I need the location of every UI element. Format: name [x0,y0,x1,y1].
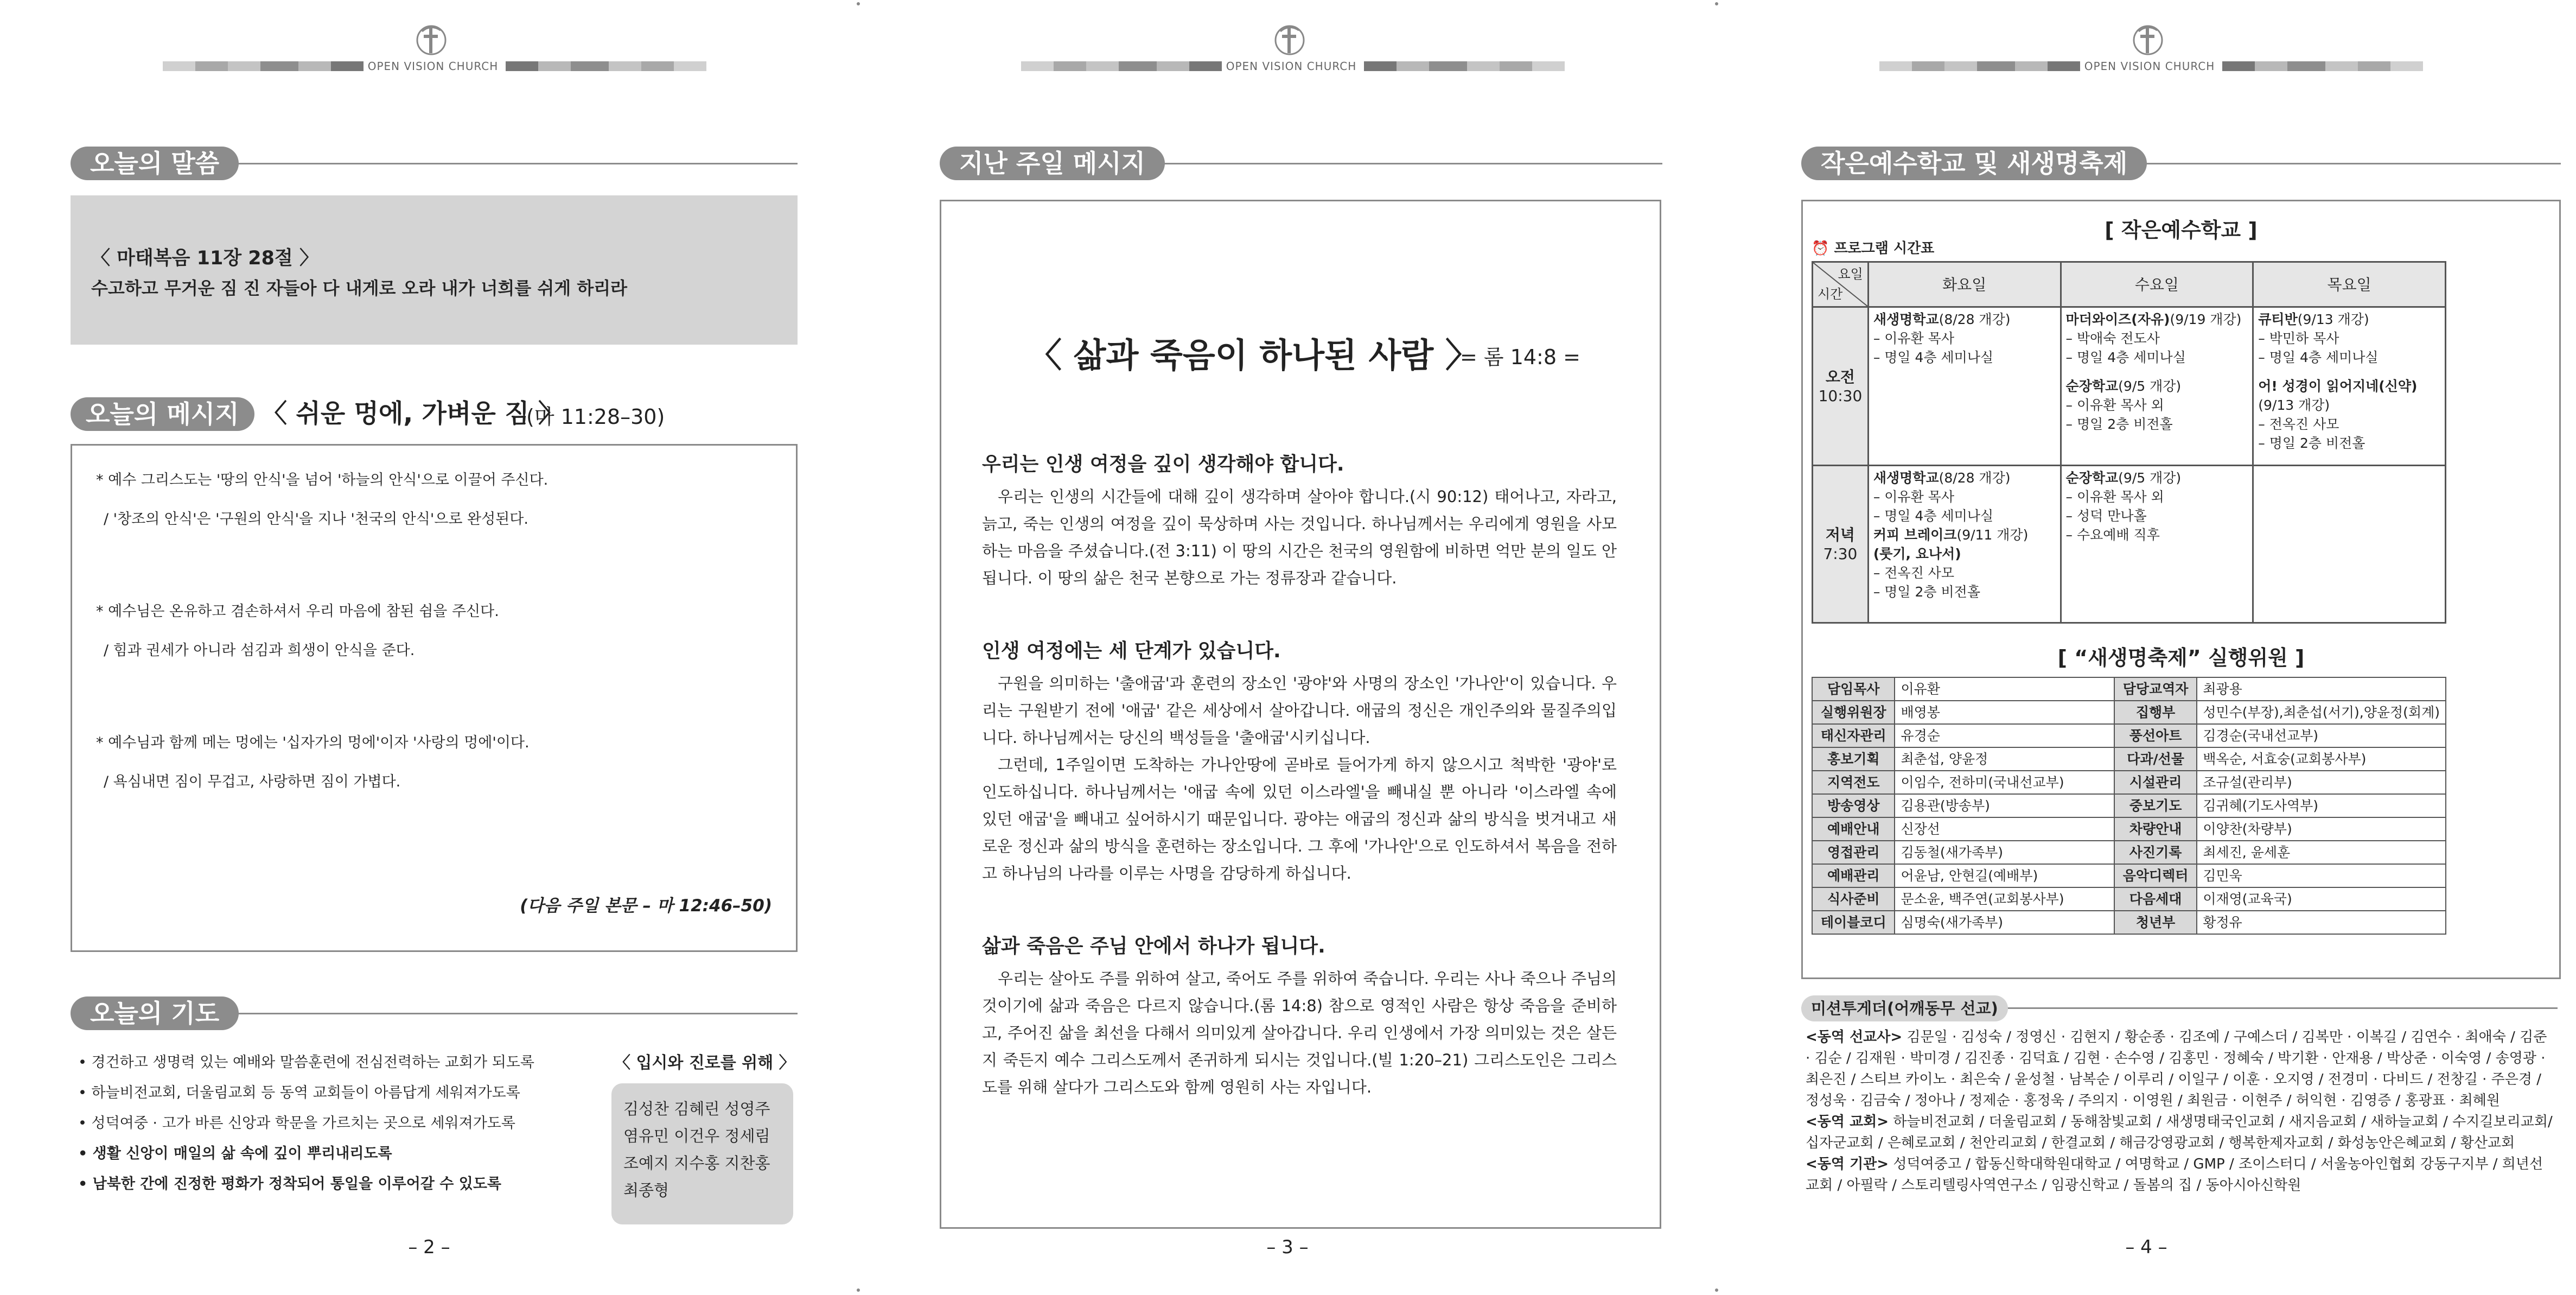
sermon-reference: = 롬 14:8 = [1460,345,1580,369]
mission-header [1801,995,2558,1021]
schedule-cell: 마더와이즈(자유)(9/19 개강) – 박애숙 전도사 – 명일 4층 세미나실 순장학교(9/5 개강) – 이유환 목사 외 – 명일 2층 비전홀 [2061,307,2253,466]
message-reference: (마 11:28–30) [526,405,665,429]
staff-table [1812,677,2446,935]
staff-role: 홍보기획 [1812,747,1895,771]
section-title: 작은예수학교 및 새생명축제 [1801,147,2147,180]
header-bar-left [1879,61,2080,71]
page-4 [1717,0,2576,1295]
page-2 [0,0,858,1295]
staff-row [1812,771,2446,794]
staff-role: 사진기록 [2114,841,2197,864]
header-bar-right [2222,61,2423,71]
section-header-school [1801,147,2561,180]
mission-list [1806,1027,2554,1196]
staff-row [1812,794,2446,817]
staff-name: 최춘섭, 양윤정 [1895,747,2114,771]
staff-role: 예배관리 [1812,864,1895,887]
clock-icon: ⏰ [1812,240,1829,257]
staff-role: 담당교역자 [2114,677,2197,701]
staff-role: 실행위원장 [1812,701,1895,724]
staff-name: 배영봉 [1895,701,2114,724]
mission-group-label: <동역 교회> [1806,1114,1889,1130]
festival-title: [ “새생명축제” 실행위원 ] [2057,646,2305,670]
slot-time: 10:30 [1818,386,1863,405]
exam-names-line: 염유민 이건우 정세림 [623,1127,770,1145]
staff-role: 다음세대 [2114,887,2197,911]
schedule-header-row [1813,262,2446,307]
message-point [96,732,530,793]
staff-row [1812,911,2446,934]
church-header [1879,21,2411,75]
exam-names-box [611,1083,793,1224]
point-main: * 예수님과 함께 메는 멍에는 '십자가의 멍에'이자 '사랑의 멍에'이다. [96,734,530,751]
mission-title: 미션투게더(어깨동무 선교) [1801,995,2008,1021]
section-title: 오늘의 기도 [71,996,239,1030]
staff-role: 차량안내 [2114,817,2197,841]
word-reference: 〈 마태복음 11장 28절 〉 [91,247,319,269]
word-text: 수고하고 무거운 짐 진 자들아 다 내게로 오라 내가 너희를 쉬게 하리라 [91,278,628,299]
message-heading: 〈 쉬운 멍에, 가벼운 짐 〉 [262,399,564,429]
church-header [1021,21,1553,75]
staff-name: 최광용 [2197,677,2446,701]
day-header: 화요일 [1868,262,2061,307]
day-header: 수요일 [2061,262,2253,307]
staff-name: 신장선 [1895,817,2114,841]
sermon-section-heading: 우리는 인생 여정을 깊이 생각해야 합니다. [982,453,1344,475]
mission-group-label: <동역 선교사> [1806,1029,1903,1045]
word-box [71,195,798,345]
church-name: OPEN VISION CHURCH [2084,60,2215,73]
schedule-row-evening [1813,466,2446,623]
exam-names-line: 조예지 지수홍 지찬홍 [623,1154,770,1172]
sermon-section-heading: 인생 여정에는 세 단계가 있습니다. [982,640,1281,662]
staff-role: 식사준비 [1812,887,1895,911]
staff-name: 황정유 [2197,911,2446,934]
sermon-paragraph: 구원을 의미하는 '출애굽'과 훈련의 장소인 '광야'와 사명의 장소인 '가나안'이 있습니다. 우리는 구원받기 전에 '애굽' 같은 세상에서 살아갑니다. 애굽의 정신은 개인주의와 물질주의입니다. 하나님께서는 당신의 백성들을 '출애굽'시키십니다. [982,674,1617,747]
section-title: 오늘의 말씀 [71,147,239,180]
staff-role: 담임목사 [1812,677,1895,701]
sermon-title: 〈 삶과 죽음이 하나된 사람 〉 [1028,335,1479,375]
mission-group-text: 성덕여중고 / 합동신학대학원대학교 / 여명학교 / GMP / 조이스터디 / 서울농아인협회 강동구지부 / 희년선교회 / 아필락 / 스토리텔링사역연구소 / 임광신학교 / 돌봄의 집 / 동아시아신학원 [1806,1156,2543,1194]
staff-name: 김민욱 [2197,864,2446,887]
staff-name: 김동철(새가족부) [1895,841,2114,864]
header-bar-left [163,61,364,71]
section-header-prayer [71,996,798,1030]
header-bar-right [1364,61,1565,71]
staff-name: 조규설(관리부) [2197,771,2446,794]
staff-name: 김용관(방송부) [1895,794,2114,817]
staff-role: 청년부 [2114,911,2197,934]
section-header-word [71,147,798,180]
mission-group [1806,1112,2554,1154]
page-number: – 2 – [408,1236,450,1258]
message-point [96,601,499,662]
staff-name: 최세진, 윤세훈 [2197,841,2446,864]
sermon-section [982,931,1617,1101]
slot-label: 저녁 [1825,525,1855,544]
church-logo-icon [2129,21,2167,59]
staff-row [1812,701,2446,724]
section-title: 오늘의 메시지 [71,397,254,431]
exam-title: 〈 입시와 진로를 위해 〉 [614,1053,795,1072]
sermon-paragraph: 우리는 살아도 주를 위하여 살고, 죽어도 주를 위하여 죽습니다. 우리는 사나 죽으나 주님의 것이기에 삶과 죽음은 다르지 않습니다.(롬 14:8) 참으로 영적인 사람은 항상 죽음을 준비하고, 주어진 삶을 최선을 다해서 의미있게 살아갑니다. 우리 인생에서 가장 의미있는 것은 살든지 죽든지 예수 그리스도께서 존귀하게 되시는 것입니다.(빌 1:20–21) 그리스도인은 그리스도를 위해 살다가 그리스도와 함께 영원히 사는 자입니다. [982,969,1617,1096]
schedule-table [1812,261,2446,624]
church-header [163,21,694,75]
staff-row [1812,841,2446,864]
time-slot [1813,307,1869,466]
staff-role: 중보기도 [2114,794,2197,817]
staff-role: 예배안내 [1812,817,1895,841]
section-header-sermon [940,147,1662,180]
staff-name: 김경순(국내선교부) [2197,724,2446,747]
point-sub: / '창조의 안식'은 '구원의 안식'을 지나 '천국의 안식'으로 완성된다. [104,511,528,528]
church-name: OPEN VISION CHURCH [1226,60,1357,73]
staff-name: 어윤남, 안현길(예배부) [1895,864,2114,887]
mission-group-text: 김문일 · 김성숙 / 정영신 · 김현지 / 황순종 · 김조예 / 구예스더 / 김복만 · 이복길 / 김연수 · 최애숙 / 김준 · 김순 / 김재원 · 박미경 / 김진종 · 김덕효 / 김현 · 손수영 / 김홍민 · 정혜숙 / 박기환 · 안재용 / 박상준 · 이숙영 / 송영광 · 최은진 / 스티브 카이노 · 최은숙 / 윤성철 · 남복순 / 이루리 / 이일구 / 이훈 · 오지영 / 전경미 · 다비드 / 전창길 · 주은경 / 정성욱 · 김금숙 / 정아나 / 정제순 · 홍정욱 / 주의지 · 이영원 / 최원금 · 이현주 / 허익현 · 김영증 / 홍광표 · 최혜원 [1806,1029,2547,1109]
point-sub: / 힘과 권세가 아니라 섬김과 희생이 안식을 준다. [104,642,415,659]
corner-cell [1813,262,1869,307]
staff-row [1812,724,2446,747]
staff-role: 집행부 [2114,701,2197,724]
next-week-text: (다음 주일 본문 – 마 12:46–50) [520,896,772,916]
staff-name: 백옥순, 서효숭(교회봉사부) [2197,747,2446,771]
corner-day: 요일 [1838,266,1863,282]
staff-name: 이재영(교육국) [2197,887,2446,911]
header-bar-right [506,61,706,71]
staff-role: 방송영상 [1812,794,1895,817]
time-slot [1813,466,1869,623]
staff-name: 이양찬(차량부) [2197,817,2446,841]
header-bar-left [1021,61,1222,71]
mission-group-text: 하늘비전교회 / 더울림교회 / 동해참빛교회 / 새생명태국인교회 / 새지음교회 / 새하늘교회 / 수지길보리교회/ 십자군교회 / 은혜로교회 / 천안리교회 / 한결교회 / 해금강영광교회 / 행복한제자교회 / 화성농안은혜교회 / 황산교회 [1806,1114,2553,1151]
mission-group-label: <동역 기관> [1806,1156,1889,1172]
slot-time: 7:30 [1823,544,1858,563]
page-number: – 4 – [2125,1236,2167,1258]
schedule-row-morning [1813,307,2446,466]
page-3 [858,0,1717,1295]
staff-role: 영접관리 [1812,841,1895,864]
schedule-cell: 새생명학교(8/28 개강) – 이유환 목사 – 명일 4층 세미나실 커피 브레이크(9/11 개강) (룻기, 요나서) – 전옥진 사모 – 명일 2층 비전홀 [1868,466,2061,623]
staff-name: 문소윤, 백주연(교회봉사부) [1895,887,2114,911]
corner-time: 시간 [1818,287,1843,302]
mission-group [1806,1027,2554,1112]
schedule-cell: 큐티반(9/13 개강) – 박민하 목사 – 명일 4층 세미나실 어! 성경이 읽어지네(신약) (9/13 개강) – 전옥진 사모 – 명일 2층 비전홀 [2253,307,2446,466]
page-number: – 3 – [1266,1236,1309,1258]
sermon-section-heading: 삶과 죽음은 주님 안에서 하나가 됩니다. [982,935,1325,957]
sermon-section [982,636,1617,887]
schedule-cell: 새생명학교(8/28 개강) – 이유환 목사 – 명일 4층 세미나실 [1868,307,2061,466]
point-main: * 예수님은 온유하고 겸손하셔서 우리 마음에 참된 쉼을 주신다. [96,603,499,620]
mission-group [1806,1154,2554,1196]
schedule-cell-empty [2253,466,2446,623]
point-main: * 예수 그리스도는 '땅의 안식'을 넘어 '하늘의 안식'으로 이끌어 주신다. [96,472,549,488]
staff-role: 풍선아트 [2114,724,2197,747]
staff-role: 음악디렉터 [2114,864,2197,887]
day-header: 목요일 [2253,262,2446,307]
staff-row [1812,747,2446,771]
church-logo-icon [412,21,450,59]
program-label [1812,237,1934,257]
prayer-item: • 경건하고 생명력 있는 예배와 말씀훈련에 전심전력하는 교회가 되도록 [78,1054,534,1071]
school-box [1801,200,2561,979]
staff-role: 다과/선물 [2114,747,2197,771]
slot-label: 오전 [1825,367,1855,386]
staff-role: 지역전도 [1812,771,1895,794]
staff-name: 성민수(부장),최춘섭(서기),양윤정(회계) [2197,701,2446,724]
section-title: 지난 주일 메시지 [940,147,1165,180]
prayer-item: • 남북한 간에 진정한 평화가 정착되어 통일을 이루어갈 수 있도록 [78,1176,501,1192]
staff-role: 태신자관리 [1812,724,1895,747]
program-label-text: 프로그램 시간표 [1834,240,1935,257]
schedule-cell: 순장학교(9/5 개강) – 이유환 목사 외 – 성덕 만나홀 – 수요예배 직후 [2061,466,2253,623]
church-name: OPEN VISION CHURCH [367,60,499,73]
staff-row [1812,817,2446,841]
prayer-item: • 하늘비전교회, 더울림교회 등 동역 교회들이 아름답게 세워져가도록 [78,1084,520,1101]
staff-name: 심명숙(새가족부) [1895,911,2114,934]
staff-row [1812,677,2446,701]
message-box [71,444,798,952]
prayer-item: • 생활 신앙이 매일의 삶 속에 깊이 뿌리내리도록 [78,1145,392,1162]
exam-names-line: 최종형 [623,1181,669,1199]
staff-row [1812,864,2446,887]
staff-name: 유경순 [1895,724,2114,747]
staff-role: 시설관리 [2114,771,2197,794]
sermon-paragraph: 그런데, 1주일이면 도착하는 가나안땅에 곧바로 들어가게 하지 않으시고 척박한 '광야'로 인도하십니다. 하나님께서는 '애굽 속에 있던 이스라엘'을 빼내실 뿐 아니라 '이스라엘 속에 있던 애굽'을 빼내고 싶어하시기 때문입니다. 광야는 애굽의 정신과 삶의 방식을 벗겨내고 새로운 정신과 삶의 방식을 훈련하는 장소입니다. 그 후에 '가나안'으로 인도하셔서 복음을 전하고 하나님의 나라를 이루는 사명을 감당하게 하십니다. [982,756,1617,883]
staff-name: 김귀혜(기도사역부) [2197,794,2446,817]
staff-name: 이임수, 전하미(국내선교부) [1895,771,2114,794]
sermon-box [940,200,1661,1229]
church-logo-icon [1271,21,1309,59]
staff-role: 테이블코디 [1812,911,1895,934]
staff-row [1812,887,2446,911]
prayer-item: • 성덕여중 · 고가 바른 신앙과 학문을 가르치는 곳으로 세워져가도록 [78,1115,515,1132]
point-sub: / 욕심내면 짐이 무겁고, 사랑하면 짐이 가볍다. [104,773,401,790]
exam-names-line: 김성찬 김혜린 성영주 [623,1100,770,1118]
sermon-section [982,449,1617,592]
prayer-list [78,1052,599,1204]
message-point [96,469,548,530]
sermon-paragraph: 우리는 인생의 시간들에 대해 깊이 생각하며 살아야 합니다.(시 90:12) 태어나고, 자라고, 늙고, 죽는 인생의 여정을 깊이 묵상하며 사는 것입니다. 하나님께서는 우리에게 영원을 사모하는 마음을 주셨습니다.(전 3:11) 이 땅의 시간은 천국의 영원함에 비하면 억만 분의 일도 안 됩니다. 이 땅의 삶은 천국 본향으로 가는 정류장과 같습니다. [982,487,1617,587]
staff-name: 이유환 [1895,677,2114,701]
school-title: [ 작은예수학교 ] [2105,218,2258,242]
